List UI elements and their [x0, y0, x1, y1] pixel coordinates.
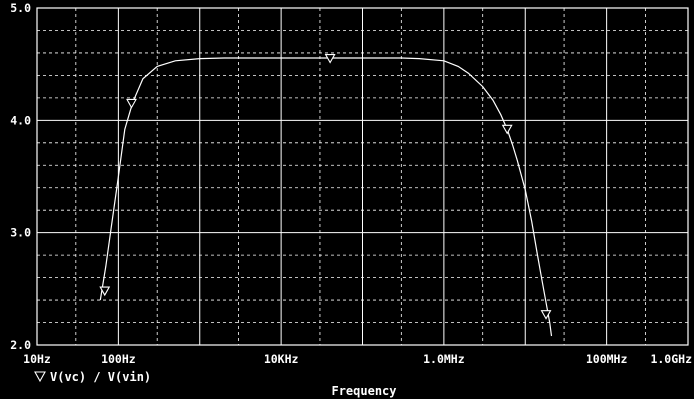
y-tick-label: 2.0	[10, 338, 31, 352]
legend-label: V(vc) / V(vin)	[50, 370, 152, 384]
x-tick-label: 100Hz	[101, 352, 136, 366]
y-tick-label: 3.0	[10, 225, 31, 240]
y-tick-label: 5.0	[10, 1, 31, 15]
x-tick-label: 10Hz	[23, 352, 51, 366]
x-tick-label: 1.0GHz	[650, 352, 692, 366]
y-tick-label: 4.0	[10, 113, 31, 128]
legend	[35, 370, 151, 384]
x-axis-title: Frequency	[331, 384, 397, 398]
x-tick-label: 10KHz	[263, 352, 299, 366]
x-tick-label: 100MHz	[585, 352, 628, 366]
x-tick-label: 1.0MHz	[423, 352, 465, 366]
